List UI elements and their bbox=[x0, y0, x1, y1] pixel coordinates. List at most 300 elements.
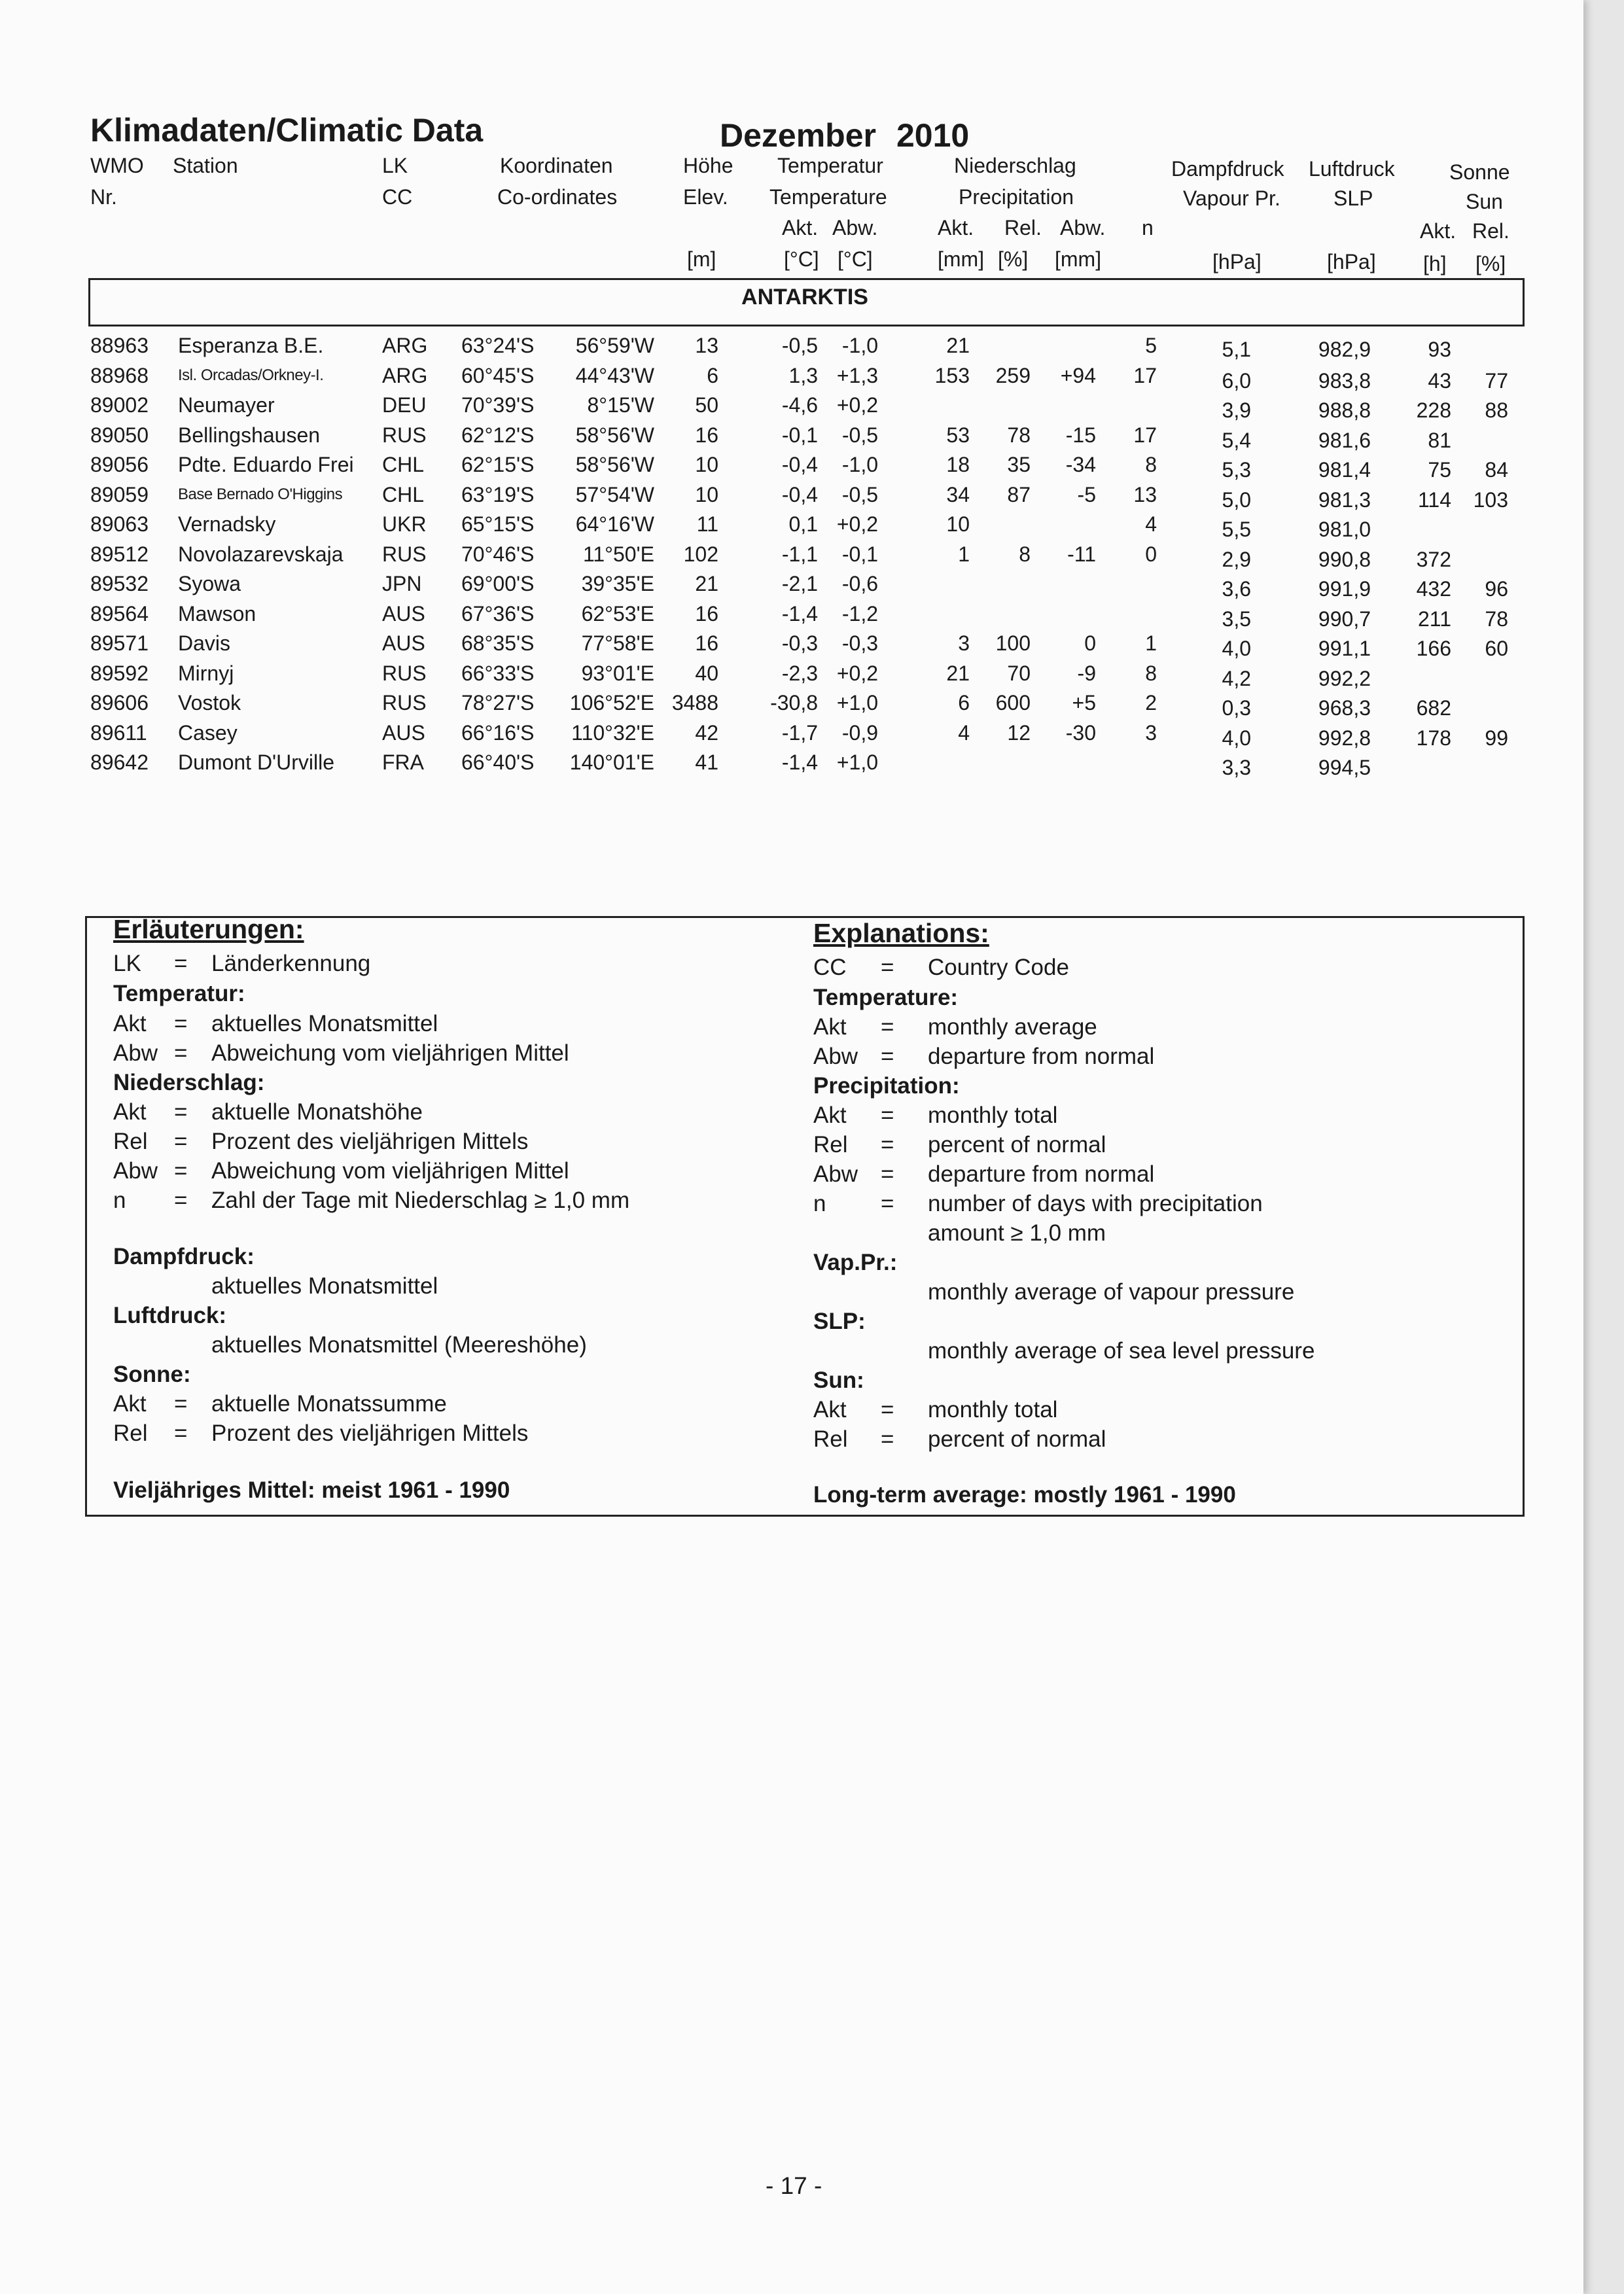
cell-p-rel: 259 bbox=[995, 363, 1031, 387]
cell-p-akt: 18 bbox=[946, 453, 970, 476]
hdr-prec-de: Niederschlag bbox=[954, 154, 1076, 177]
cell-slp: 990,7 bbox=[1318, 607, 1371, 631]
cell-p-n: 2 bbox=[1145, 691, 1157, 715]
cell-nr: 89063 bbox=[90, 512, 149, 536]
cell-station: Vernadsky bbox=[178, 512, 276, 536]
cell-cc: RUS bbox=[382, 661, 427, 685]
hdr-prec-rel: Rel. bbox=[1004, 216, 1042, 239]
cell-vap: 4,0 bbox=[1222, 637, 1251, 660]
legend-en-p-akt-text: monthly total bbox=[928, 1103, 1058, 1128]
legend-de-slp: Luftdruck: bbox=[113, 1303, 227, 1328]
cell-cc: JPN bbox=[382, 572, 422, 595]
legend-en-p-abw: Abw bbox=[813, 1161, 858, 1187]
legend-eq: = bbox=[174, 951, 188, 976]
cell-slp: 968,3 bbox=[1318, 696, 1371, 720]
cell-vap: 5,4 bbox=[1222, 428, 1251, 452]
legend-en-p-akt: Akt bbox=[813, 1103, 847, 1128]
cell-t-akt: -0,4 bbox=[781, 482, 818, 506]
legend-eq: = bbox=[174, 1129, 188, 1154]
legend-en-abw: Abw bbox=[813, 1044, 858, 1069]
cell-lat: 69°00'S bbox=[461, 572, 535, 595]
cell-p-n: 17 bbox=[1133, 363, 1157, 387]
legend-eq: = bbox=[881, 1426, 894, 1452]
table-row bbox=[0, 662, 1583, 690]
legend-eq: = bbox=[174, 1011, 188, 1036]
cell-lat: 62°15'S bbox=[461, 453, 535, 476]
cell-elev: 21 bbox=[695, 572, 718, 595]
cell-nr: 89611 bbox=[90, 720, 147, 745]
cell-lat: 70°46'S bbox=[461, 542, 535, 566]
cell-nr: 89532 bbox=[90, 572, 149, 595]
legend-eq: = bbox=[174, 1421, 188, 1446]
cell-cc: AUS bbox=[382, 720, 425, 745]
cell-elev: 3488 bbox=[671, 691, 718, 715]
cell-elev: 16 bbox=[695, 601, 718, 626]
cell-elev: 16 bbox=[695, 423, 718, 447]
legend-de-s-rel-text: Prozent des vieljährigen Mittels bbox=[211, 1421, 529, 1446]
cell-lon: 58°56'W bbox=[575, 423, 654, 447]
table-row bbox=[0, 602, 1583, 631]
table-row bbox=[0, 542, 1583, 571]
legend-en-cc-text: Country Code bbox=[928, 955, 1069, 980]
cell-slp: 988,8 bbox=[1318, 398, 1371, 422]
hdr-prec-abw: Abw. bbox=[1060, 216, 1106, 239]
cell-slp: 992,8 bbox=[1318, 726, 1371, 750]
legend-en-abw-text: departure from normal bbox=[928, 1044, 1155, 1069]
cell-nr: 89606 bbox=[90, 691, 149, 715]
hdr-lk: LK bbox=[382, 154, 408, 177]
legend-de-lk-text: Länderkennung bbox=[211, 951, 371, 976]
cell-slp: 992,2 bbox=[1318, 666, 1371, 690]
hdr-elev: Elev. bbox=[683, 185, 728, 209]
legend-eq: = bbox=[174, 1391, 188, 1417]
cell-sun-akt: 114 bbox=[1417, 487, 1451, 512]
cell-cc: DEU bbox=[382, 393, 427, 417]
cell-elev: 11 bbox=[696, 512, 718, 536]
legend-de-akt: Akt bbox=[113, 1011, 147, 1036]
legend-eq: = bbox=[881, 1161, 894, 1187]
cell-p-rel: 12 bbox=[1007, 720, 1031, 745]
cell-station: Vostok bbox=[178, 691, 241, 715]
cell-t-abw: +0,2 bbox=[836, 661, 878, 685]
legend-en-vap: Vap.Pr.: bbox=[813, 1250, 898, 1275]
cell-t-akt: -1,4 bbox=[781, 750, 818, 774]
cell-vap: 3,5 bbox=[1222, 607, 1251, 631]
cell-p-rel: 8 bbox=[1019, 542, 1031, 566]
cell-sun-akt: 43 bbox=[1428, 368, 1451, 393]
hdr-prec-unit1: [mm] bbox=[938, 247, 985, 271]
legend-de-p-akt-text: aktuelle Monatshöhe bbox=[211, 1099, 423, 1125]
cell-t-abw: -0,5 bbox=[841, 482, 878, 506]
hdr-temp-de: Temperatur bbox=[777, 154, 883, 177]
legend-de-abw-text: Abweichung vom vieljährigen Mittel bbox=[211, 1040, 569, 1066]
cell-p-akt: 3 bbox=[958, 631, 970, 655]
hdr-vap-unit: [hPa] bbox=[1212, 250, 1262, 274]
cell-elev: 102 bbox=[683, 542, 718, 566]
cell-station: Base Bernado O'Higgins bbox=[178, 485, 343, 503]
hdr-nr: Nr. bbox=[90, 185, 117, 209]
table-row bbox=[0, 423, 1583, 452]
cell-sun-akt: 178 bbox=[1416, 726, 1451, 750]
cell-elev: 50 bbox=[695, 393, 718, 417]
cell-sun-akt: 211 bbox=[1417, 607, 1451, 631]
legend-de-sun: Sonne: bbox=[113, 1362, 191, 1387]
cell-t-abw: -1,2 bbox=[841, 601, 878, 626]
legend-de-p-akt: Akt bbox=[113, 1099, 147, 1125]
cell-p-abw: -9 bbox=[1077, 661, 1096, 685]
cell-t-akt: 0,1 bbox=[788, 512, 818, 536]
hdr-sun-rel: Rel. bbox=[1472, 219, 1509, 243]
cell-t-abw: -1,0 bbox=[841, 334, 878, 357]
cell-sun-rel: 99 bbox=[1485, 726, 1508, 750]
cell-t-abw: -0,3 bbox=[841, 631, 878, 655]
page-number: - 17 - bbox=[766, 2172, 822, 2199]
cell-sun-rel: 103 bbox=[1473, 487, 1508, 512]
cell-p-n: 8 bbox=[1145, 453, 1157, 476]
hdr-sun-akt: Akt. bbox=[1420, 219, 1456, 243]
hdr-coords: Co-ordinates bbox=[497, 185, 618, 209]
legend-en-p-rel-text: percent of normal bbox=[928, 1132, 1106, 1157]
legend-de-akt-text: aktuelles Monatsmittel bbox=[211, 1011, 438, 1036]
cell-slp: 991,9 bbox=[1318, 577, 1371, 601]
hdr-prec-akt: Akt. bbox=[938, 216, 974, 239]
cell-nr: 89050 bbox=[90, 423, 149, 447]
hdr-koord: Koordinaten bbox=[500, 154, 613, 177]
cell-t-akt: -0,1 bbox=[781, 423, 818, 447]
table-row bbox=[0, 364, 1583, 393]
cell-t-abw: +0,2 bbox=[836, 393, 878, 417]
cell-sun-akt: 75 bbox=[1428, 458, 1451, 482]
cell-p-abw: 0 bbox=[1084, 631, 1096, 655]
legend-eq: = bbox=[174, 1188, 188, 1213]
hdr-cc: CC bbox=[382, 185, 413, 209]
cell-p-n: 13 bbox=[1133, 482, 1157, 506]
table-row bbox=[0, 483, 1583, 512]
legend-eq: = bbox=[881, 1191, 894, 1216]
legend-eq: = bbox=[174, 1099, 188, 1125]
cell-station: Isl. Orcadas/Orkney-I. bbox=[178, 366, 324, 384]
cell-cc: ARG bbox=[382, 363, 428, 387]
cell-p-akt: 1 bbox=[958, 542, 970, 566]
table-row bbox=[0, 750, 1583, 779]
cell-lat: 62°12'S bbox=[461, 423, 535, 447]
cell-lon: 39°35'E bbox=[581, 572, 654, 595]
region-label: ANTARKTIS bbox=[741, 285, 868, 309]
cell-vap: 3,3 bbox=[1222, 756, 1251, 779]
cell-t-abw: +1,3 bbox=[836, 363, 878, 387]
legend-de-vap-text: aktuelles Monatsmittel bbox=[211, 1273, 438, 1299]
hdr-prec-unit2: [%] bbox=[998, 247, 1029, 271]
legend-de-s-akt: Akt bbox=[113, 1391, 147, 1417]
table-row bbox=[0, 512, 1583, 541]
cell-t-akt: -30,8 bbox=[770, 691, 818, 715]
cell-sun-rel: 78 bbox=[1485, 607, 1508, 631]
legend-en-title: Explanations: bbox=[813, 918, 989, 948]
cell-station: Pdte. Eduardo Frei bbox=[178, 453, 354, 476]
legend-en-cc: CC bbox=[813, 955, 847, 980]
legend-en-akt-text: monthly average bbox=[928, 1014, 1097, 1040]
cell-station: Syowa bbox=[178, 572, 241, 595]
cell-station: Casey bbox=[178, 720, 238, 745]
cell-t-abw: -0,1 bbox=[841, 542, 878, 566]
table-row bbox=[0, 631, 1583, 660]
cell-nr: 89056 bbox=[90, 453, 149, 476]
hdr-vap-de: Dampfdruck bbox=[1171, 157, 1284, 181]
cell-slp: 990,8 bbox=[1318, 547, 1371, 571]
cell-p-akt: 34 bbox=[946, 482, 970, 506]
cell-lon: 93°01'E bbox=[581, 661, 654, 685]
cell-slp: 981,4 bbox=[1318, 458, 1371, 482]
legend-en-p-abw-text: departure from normal bbox=[928, 1161, 1155, 1187]
cell-slp: 981,3 bbox=[1318, 487, 1371, 512]
cell-sun-rel: 84 bbox=[1485, 458, 1508, 482]
hdr-prec-n: n bbox=[1142, 216, 1154, 239]
cell-lat: 65°15'S bbox=[461, 512, 535, 536]
cell-p-akt: 10 bbox=[946, 512, 970, 536]
hdr-temp-unit1: [°C] bbox=[784, 247, 819, 271]
table-row bbox=[0, 334, 1583, 362]
cell-p-n: 8 bbox=[1145, 661, 1157, 685]
legend-en-s-rel-text: percent of normal bbox=[928, 1426, 1106, 1452]
cell-cc: ARG bbox=[382, 334, 428, 357]
cell-elev: 6 bbox=[707, 363, 718, 387]
legend-en-temp: Temperature: bbox=[813, 985, 959, 1010]
hdr-temp-unit2: [°C] bbox=[838, 247, 873, 271]
table-row bbox=[0, 721, 1583, 750]
table-row bbox=[0, 691, 1583, 720]
cell-p-rel: 78 bbox=[1007, 423, 1031, 447]
legend-de-s-rel: Rel bbox=[113, 1421, 148, 1446]
legend-eq: = bbox=[174, 1158, 188, 1184]
hdr-temp-abw: Abw. bbox=[832, 216, 878, 239]
cell-t-akt: -1,7 bbox=[781, 720, 818, 745]
cell-t-abw: -0,5 bbox=[841, 423, 878, 447]
cell-station: Mirnyj bbox=[178, 661, 234, 685]
cell-t-abw: -1,0 bbox=[841, 453, 878, 476]
cell-nr: 89642 bbox=[90, 750, 149, 774]
cell-lon: 77°58'E bbox=[581, 631, 654, 655]
cell-slp: 981,0 bbox=[1318, 518, 1371, 541]
cell-elev: 16 bbox=[695, 631, 718, 655]
cell-p-akt: 21 bbox=[946, 661, 970, 685]
cell-vap: 6,0 bbox=[1222, 368, 1251, 393]
cell-nr: 89592 bbox=[90, 661, 149, 685]
cell-nr: 89571 bbox=[90, 631, 149, 655]
hdr-temp-en: Temperature bbox=[769, 185, 887, 209]
cell-lat: 78°27'S bbox=[461, 691, 535, 715]
cell-lon: 57°54'W bbox=[575, 482, 654, 506]
cell-p-akt: 21 bbox=[946, 334, 970, 357]
cell-nr: 88963 bbox=[90, 334, 149, 357]
cell-station: Dumont D'Urville bbox=[178, 750, 335, 774]
cell-sun-akt: 93 bbox=[1428, 338, 1451, 361]
cell-sun-akt: 166 bbox=[1416, 637, 1451, 660]
cell-vap: 3,6 bbox=[1222, 577, 1251, 601]
legend-eq: = bbox=[174, 1040, 188, 1066]
cell-p-akt: 4 bbox=[958, 720, 970, 745]
cell-t-abw: +1,0 bbox=[836, 691, 878, 715]
cell-t-abw: +1,0 bbox=[836, 750, 878, 774]
hdr-slp-en: SLP bbox=[1333, 186, 1373, 210]
hdr-prec-unit3: [mm] bbox=[1055, 247, 1102, 271]
legend-de-title: Erläuterungen: bbox=[113, 914, 304, 944]
cell-station: Neumayer bbox=[178, 393, 275, 417]
legend-en-longterm: Long-term average: mostly 1961 - 1990 bbox=[813, 1482, 1236, 1508]
cell-p-rel: 100 bbox=[995, 631, 1031, 655]
hdr-sun-de: Sonne bbox=[1449, 160, 1510, 184]
legend-en-akt: Akt bbox=[813, 1014, 847, 1040]
cell-cc: AUS bbox=[382, 631, 425, 655]
cell-p-akt: 53 bbox=[946, 423, 970, 447]
cell-nr: 88968 bbox=[90, 363, 149, 387]
legend-de-p-abw-text: Abweichung vom vieljährigen Mittel bbox=[211, 1158, 569, 1184]
cell-sun-akt: 432 bbox=[1416, 577, 1451, 601]
cell-t-akt: -2,3 bbox=[781, 661, 818, 685]
hdr-hoehe-unit: [m] bbox=[687, 247, 716, 271]
cell-sun-rel: 96 bbox=[1485, 577, 1508, 601]
cell-p-akt: 6 bbox=[958, 691, 970, 715]
hdr-station: Station bbox=[173, 154, 238, 177]
hdr-hoehe: Höhe bbox=[683, 154, 733, 177]
legend-en-vap-text: monthly average of vapour pressure bbox=[928, 1279, 1295, 1305]
hdr-sun-en: Sun bbox=[1466, 190, 1503, 213]
hdr-slp-unit: [hPa] bbox=[1327, 250, 1376, 274]
cell-p-rel: 600 bbox=[995, 691, 1031, 715]
cell-vap: 5,1 bbox=[1222, 338, 1251, 361]
cell-sun-rel: 77 bbox=[1485, 368, 1508, 393]
cell-lat: 63°19'S bbox=[461, 482, 535, 506]
cell-sun-akt: 372 bbox=[1416, 547, 1451, 571]
cell-station: Mawson bbox=[178, 601, 256, 626]
cell-p-n: 5 bbox=[1145, 334, 1157, 357]
cell-p-n: 4 bbox=[1145, 512, 1157, 536]
legend-en-slp: SLP: bbox=[813, 1309, 866, 1334]
cell-lat: 66°40'S bbox=[461, 750, 535, 774]
legend-en-s-akt: Akt bbox=[813, 1397, 847, 1422]
legend-de-abw: Abw bbox=[113, 1040, 158, 1066]
legend-de-p-rel-text: Prozent des vieljährigen Mittels bbox=[211, 1129, 529, 1154]
cell-vap: 4,0 bbox=[1222, 726, 1251, 750]
cell-p-abw: -5 bbox=[1077, 482, 1096, 506]
cell-lat: 60°45'S bbox=[461, 363, 535, 387]
cell-lat: 66°16'S bbox=[461, 720, 535, 745]
legend-de-p-n: n bbox=[113, 1188, 126, 1213]
cell-lon: 64°16'W bbox=[575, 512, 654, 536]
legend-de-p-rel: Rel bbox=[113, 1129, 148, 1154]
legend-eq: = bbox=[881, 1103, 894, 1128]
cell-lat: 67°36'S bbox=[461, 601, 535, 626]
cell-t-akt: 1,3 bbox=[788, 363, 818, 387]
cell-p-rel: 70 bbox=[1007, 661, 1031, 685]
cell-cc: CHL bbox=[382, 482, 425, 506]
legend-de-p-abw: Abw bbox=[113, 1158, 158, 1184]
legend-eq: = bbox=[881, 1132, 894, 1157]
legend-eq: = bbox=[881, 955, 894, 980]
legend-eq: = bbox=[881, 1397, 894, 1422]
cell-elev: 13 bbox=[695, 334, 718, 357]
hdr-slp-de: Luftdruck bbox=[1309, 157, 1395, 181]
legend-en-s-akt-text: monthly total bbox=[928, 1397, 1058, 1422]
hdr-vap-en: Vapour Pr. bbox=[1183, 186, 1280, 210]
cell-lon: 62°53'E bbox=[581, 601, 654, 626]
cell-nr: 89512 bbox=[90, 542, 149, 566]
cell-p-n: 0 bbox=[1145, 542, 1157, 566]
cell-elev: 40 bbox=[695, 661, 718, 685]
cell-cc: CHL bbox=[382, 453, 425, 476]
cell-lat: 68°35'S bbox=[461, 631, 535, 655]
cell-p-rel: 87 bbox=[1007, 482, 1031, 506]
hdr-sun-unit1: [h] bbox=[1423, 252, 1447, 275]
cell-vap: 4,2 bbox=[1222, 666, 1251, 690]
cell-slp: 994,5 bbox=[1318, 756, 1371, 779]
hdr-temp-akt: Akt. bbox=[782, 216, 819, 239]
cell-station: Novolazarevskaja bbox=[178, 542, 344, 566]
cell-lon: 11°50'E bbox=[582, 542, 654, 566]
cell-sun-rel: 60 bbox=[1485, 637, 1508, 660]
cell-t-akt: -0,4 bbox=[781, 453, 818, 476]
cell-cc: RUS bbox=[382, 542, 427, 566]
cell-cc: FRA bbox=[382, 750, 424, 774]
cell-t-abw: -0,6 bbox=[841, 572, 878, 595]
cell-slp: 983,8 bbox=[1318, 368, 1371, 393]
cell-cc: UKR bbox=[382, 512, 427, 536]
hdr-prec-en: Precipitation bbox=[959, 185, 1074, 209]
cell-station: Davis bbox=[178, 631, 231, 655]
cell-elev: 42 bbox=[695, 720, 718, 745]
cell-cc: AUS bbox=[382, 601, 425, 626]
cell-lon: 44°43'W bbox=[575, 363, 654, 387]
table-row bbox=[0, 572, 1583, 601]
cell-t-abw: +0,2 bbox=[836, 512, 878, 536]
cell-p-abw: -15 bbox=[1065, 423, 1096, 447]
cell-p-rel: 35 bbox=[1007, 453, 1031, 476]
legend-eq: = bbox=[881, 1044, 894, 1069]
cell-lat: 66°33'S bbox=[461, 661, 535, 685]
cell-cc: RUS bbox=[382, 691, 427, 715]
cell-t-akt: -1,4 bbox=[781, 601, 818, 626]
cell-p-n: 3 bbox=[1145, 720, 1157, 745]
cell-lat: 70°39'S bbox=[461, 393, 535, 417]
cell-elev: 10 bbox=[695, 482, 718, 506]
cell-slp: 991,1 bbox=[1318, 637, 1371, 660]
cell-p-n: 17 bbox=[1133, 423, 1157, 447]
cell-p-akt: 153 bbox=[934, 363, 970, 387]
cell-lon: 110°32'E bbox=[571, 720, 654, 745]
hdr-sun-unit2: [%] bbox=[1475, 252, 1506, 275]
cell-lat: 63°24'S bbox=[461, 334, 535, 357]
cell-p-abw: -11 bbox=[1067, 542, 1096, 566]
cell-sun-akt: 682 bbox=[1416, 696, 1451, 720]
legend-en-s-rel: Rel bbox=[813, 1426, 848, 1452]
cell-vap: 5,3 bbox=[1222, 458, 1251, 482]
cell-p-n: 1 bbox=[1145, 631, 1157, 655]
cell-lon: 58°56'W bbox=[575, 453, 654, 476]
cell-lon: 56°59'W bbox=[575, 334, 654, 357]
cell-t-abw: -0,9 bbox=[841, 720, 878, 745]
cell-elev: 41 bbox=[695, 750, 718, 774]
legend-de-longterm: Vieljähriges Mittel: meist 1961 - 1990 bbox=[113, 1477, 510, 1503]
legend-eq: = bbox=[881, 1014, 894, 1040]
table-row bbox=[0, 393, 1583, 422]
cell-station: Esperanza B.E. bbox=[178, 334, 324, 357]
cell-nr: 89564 bbox=[90, 601, 149, 626]
legend-box bbox=[85, 916, 1525, 1517]
legend-de-slp-text: aktuelles Monatsmittel (Meereshöhe) bbox=[211, 1332, 587, 1358]
legend-de-p-n-text: Zahl der Tage mit Niederschlag ≥ 1,0 mm bbox=[211, 1188, 630, 1213]
page-title: Klimadaten/Climatic Data bbox=[90, 112, 484, 149]
cell-station: Bellingshausen bbox=[178, 423, 321, 447]
legend-de-lk: LK bbox=[113, 951, 141, 976]
